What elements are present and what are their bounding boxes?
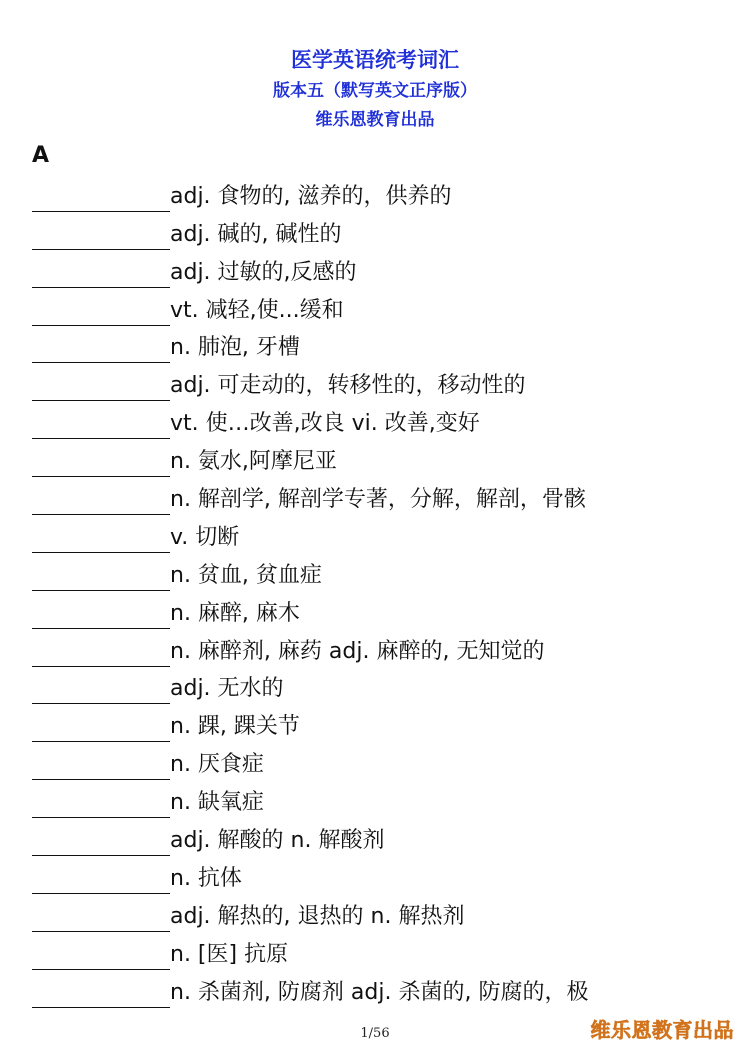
entry-definition: n. 杀菌剂, 防腐剂 adj. 杀菌的, 防腐的，极 [170, 979, 589, 1005]
answer-blank[interactable] [32, 260, 170, 288]
answer-blank[interactable] [32, 335, 170, 363]
entry-definition: adj. 解酸的 n. 解酸剂 [170, 828, 385, 854]
vocab-entry [32, 439, 732, 477]
page-number: 1/56 [360, 1026, 390, 1041]
entry-definition: n. 贫血, 贫血症 [170, 562, 322, 588]
entry-definition: adj. 可走动的，转移性的，移动性的 [170, 373, 526, 399]
entry-definition: adj. 食物的, 滋养的，供养的 [170, 183, 452, 209]
answer-blank[interactable] [32, 866, 170, 894]
vocab-entry [32, 856, 732, 894]
entry-definition: n. 缺氧症 [170, 790, 264, 816]
entry-definition: adj. 解热的, 退热的 n. 解热剂 [170, 903, 465, 929]
answer-blank[interactable] [32, 714, 170, 742]
vocab-entry [32, 553, 732, 591]
publisher-line: 维乐恩教育出品 [315, 110, 435, 130]
vocab-entry [32, 780, 732, 818]
vocab-entry [32, 629, 732, 667]
vocabulary-list [32, 174, 732, 1008]
vocab-entry [32, 932, 732, 970]
vocab-entry [32, 742, 732, 780]
document-header [0, 44, 750, 134]
entry-definition: n. [医] 抗原 [170, 941, 289, 967]
vocab-entry [32, 174, 732, 212]
vocab-entry [32, 477, 732, 515]
answer-blank[interactable] [32, 525, 170, 553]
answer-blank[interactable] [32, 828, 170, 856]
vocab-entry [32, 250, 732, 288]
answer-blank[interactable] [32, 373, 170, 401]
answer-blank[interactable] [32, 790, 170, 818]
vocab-entry [32, 818, 732, 856]
answer-blank[interactable] [32, 184, 170, 212]
vocab-entry [32, 326, 732, 364]
entry-definition: adj. 碱的, 碱性的 [170, 221, 342, 247]
entry-definition: n. 解剖学, 解剖学专著，分解，解剖，骨骸 [170, 487, 586, 513]
answer-blank[interactable] [32, 980, 170, 1008]
vocab-entry [32, 515, 732, 553]
vocab-entry [32, 363, 732, 401]
answer-blank[interactable] [32, 752, 170, 780]
section-letter: A [32, 143, 50, 168]
vocab-entry [32, 894, 732, 932]
document-title: 医学英语统考词汇 [291, 48, 459, 72]
vocab-entry [32, 704, 732, 742]
answer-blank[interactable] [32, 449, 170, 477]
entry-definition: n. 厌食症 [170, 752, 264, 778]
answer-blank[interactable] [32, 222, 170, 250]
vocab-entry [32, 591, 732, 629]
answer-blank[interactable] [32, 904, 170, 932]
watermark-logo: 维乐恩教育出品 [590, 1018, 734, 1042]
entry-definition: n. 肺泡, 牙槽 [170, 335, 300, 361]
vocab-entry [32, 212, 732, 250]
vocab-entry [32, 401, 732, 439]
answer-blank[interactable] [32, 487, 170, 515]
answer-blank[interactable] [32, 676, 170, 704]
entry-definition: vt. 使…改善,改良 vi. 改善,变好 [170, 411, 480, 437]
entry-definition: v. 切断 [170, 524, 240, 550]
vocab-entry [32, 667, 732, 705]
entry-definition: n. 抗体 [170, 865, 242, 891]
vocab-entry [32, 970, 732, 1008]
answer-blank[interactable] [32, 601, 170, 629]
entry-definition: vt. 减轻,使...缓和 [170, 297, 344, 323]
entry-definition: n. 氨水,阿摩尼亚 [170, 449, 337, 475]
entry-definition: n. 麻醉剂, 麻药 adj. 麻醉的, 无知觉的 [170, 638, 545, 664]
entry-definition: adj. 过敏的,反感的 [170, 259, 357, 285]
document-subtitle: 版本五（默写英文正序版） [273, 81, 477, 101]
answer-blank[interactable] [32, 563, 170, 591]
answer-blank[interactable] [32, 639, 170, 667]
answer-blank[interactable] [32, 942, 170, 970]
answer-blank[interactable] [32, 298, 170, 326]
entry-definition: n. 麻醉, 麻木 [170, 600, 300, 626]
entry-definition: adj. 无水的 [170, 676, 284, 702]
entry-definition: n. 踝, 踝关节 [170, 714, 300, 740]
answer-blank[interactable] [32, 411, 170, 439]
vocab-entry [32, 288, 732, 326]
